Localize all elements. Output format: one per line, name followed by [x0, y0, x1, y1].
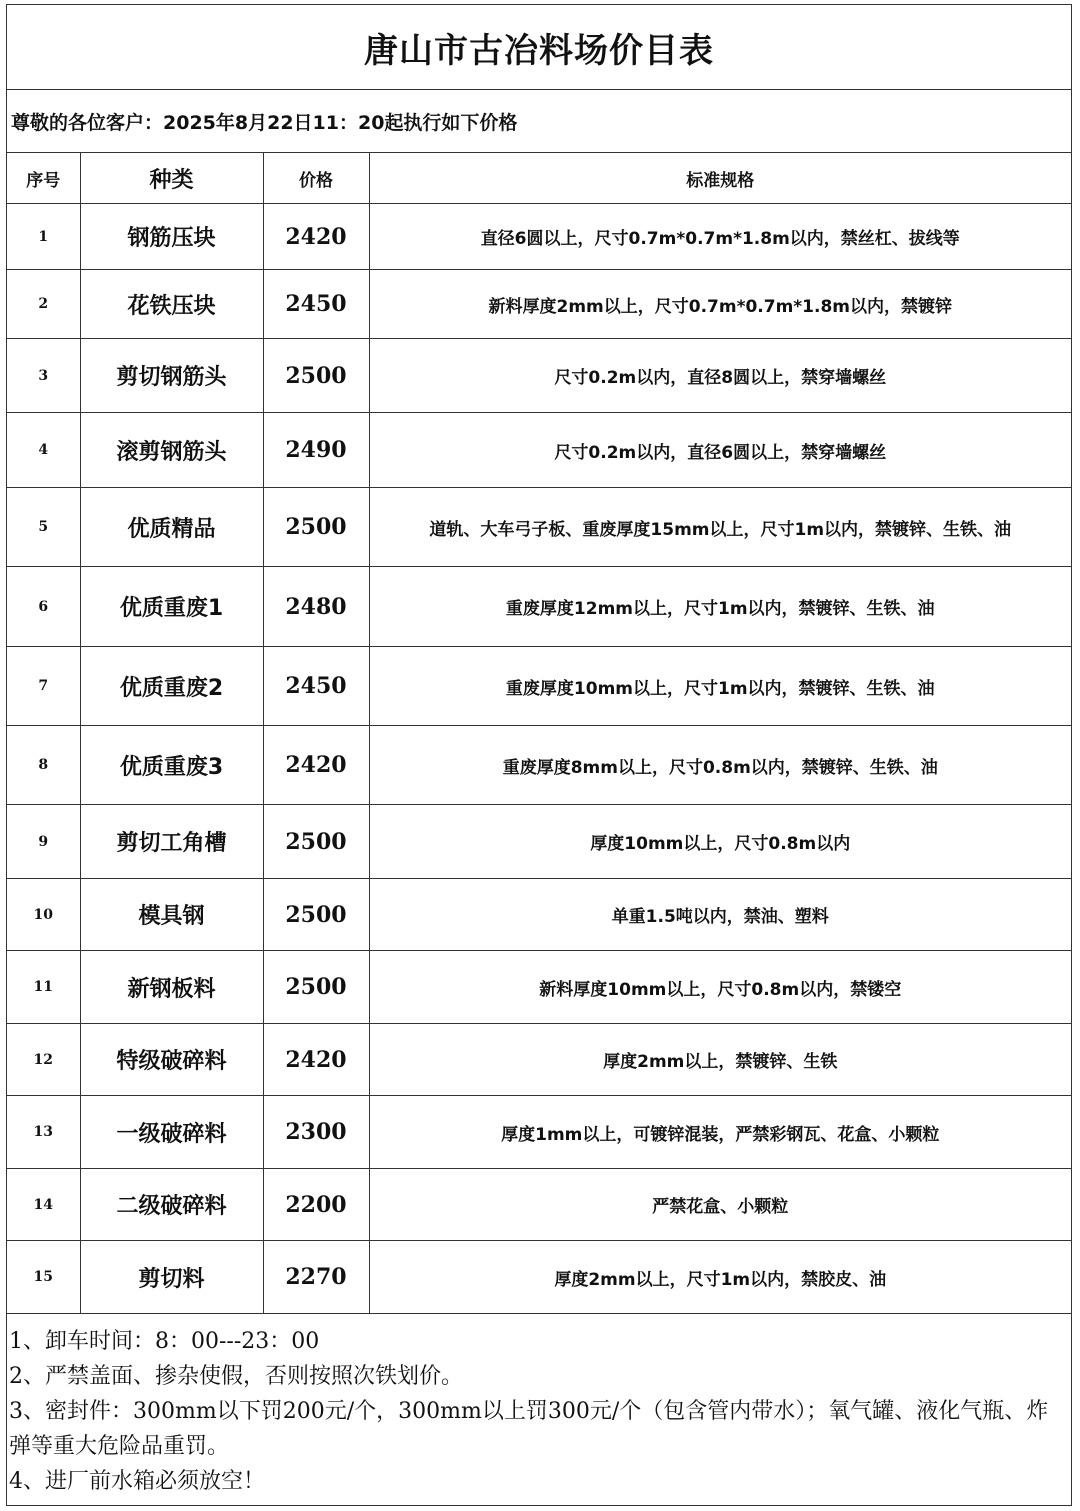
row-spec: 重废厚度8mm以上，尺寸0.8m以内，禁镀锌、生铁、油 — [369, 726, 1071, 805]
table-row — [7, 413, 1071, 488]
row-kind: 一级破碎料 — [80, 1096, 263, 1169]
notes-section — [7, 1310, 1071, 1499]
row-spec: 厚度2mm以上，禁镀锌、生铁 — [369, 1024, 1071, 1096]
row-spec: 尺寸0.2m以内，直径8圆以上，禁穿墙螺丝 — [369, 339, 1071, 413]
row-price: 2200 — [263, 1169, 369, 1241]
table-row — [7, 1241, 1071, 1314]
header-no: 序号 — [7, 153, 80, 204]
row-price: 2300 — [263, 1096, 369, 1169]
row-kind: 钢筋压块 — [80, 204, 263, 270]
row-kind: 新钢板料 — [80, 951, 263, 1024]
table-row — [7, 270, 1071, 339]
row-spec: 尺寸0.2m以内，直径6圆以上，禁穿墙螺丝 — [369, 413, 1071, 488]
table-row — [7, 879, 1071, 951]
header-price: 价格 — [263, 153, 369, 204]
row-kind: 剪切料 — [80, 1241, 263, 1314]
row-price: 2500 — [263, 879, 369, 951]
row-spec: 道轨、大车弓子板、重废厚度15mm以上，尺寸1m以内，禁镀锌、生铁、油 — [369, 488, 1071, 567]
table-row — [7, 647, 1071, 726]
row-price: 2450 — [263, 647, 369, 726]
row-number: 12 — [7, 1024, 80, 1096]
row-spec: 单重1.5吨以内，禁油、塑料 — [369, 879, 1071, 951]
row-spec: 新料厚度10mm以上，尺寸0.8m以内，禁镂空 — [369, 951, 1071, 1024]
row-price: 2450 — [263, 270, 369, 339]
row-number: 5 — [7, 488, 80, 567]
row-price: 2500 — [263, 951, 369, 1024]
row-kind: 优质精品 — [80, 488, 263, 567]
row-price: 2500 — [263, 805, 369, 879]
row-kind: 二级破碎料 — [80, 1169, 263, 1241]
row-number: 14 — [7, 1169, 80, 1241]
note-2: 2、严禁盖面、掺杂使假，否则按照次铁划价。 — [9, 1364, 463, 1389]
table-row — [7, 567, 1071, 647]
table-header-row — [7, 153, 1071, 204]
row-spec: 厚度10mm以上，尺寸0.8m以内 — [369, 805, 1071, 879]
row-price: 2420 — [263, 1024, 369, 1096]
row-number: 9 — [7, 805, 80, 879]
row-number: 10 — [7, 879, 80, 951]
table-row — [7, 726, 1071, 805]
table-row — [7, 339, 1071, 413]
table-row — [7, 488, 1071, 567]
row-price: 2500 — [263, 488, 369, 567]
row-kind: 优质重废2 — [80, 647, 263, 726]
table-row — [7, 1096, 1071, 1169]
table-row — [7, 1024, 1071, 1096]
table-row — [7, 1169, 1071, 1241]
row-price: 2270 — [263, 1241, 369, 1314]
row-price: 2420 — [263, 726, 369, 805]
price-sheet — [6, 4, 1072, 1506]
row-kind: 滚剪钢筋头 — [80, 413, 263, 488]
row-number: 8 — [7, 726, 80, 805]
row-spec: 新料厚度2mm以上，尺寸0.7m*0.7m*1.8m以内，禁镀锌 — [369, 270, 1071, 339]
row-kind: 特级破碎料 — [80, 1024, 263, 1096]
row-price: 2480 — [263, 567, 369, 647]
table-row — [7, 951, 1071, 1024]
row-spec: 严禁花盒、小颗粒 — [369, 1169, 1071, 1241]
row-spec: 重废厚度10mm以上，尺寸1m以内，禁镀锌、生铁、油 — [369, 647, 1071, 726]
row-spec: 厚度1mm以上，可镀锌混装，严禁彩钢瓦、花盒、小颗粒 — [369, 1096, 1071, 1169]
note-4: 4、进厂前水箱必须放空！ — [9, 1469, 265, 1494]
row-number: 11 — [7, 951, 80, 1024]
row-price: 2490 — [263, 413, 369, 488]
row-number: 13 — [7, 1096, 80, 1169]
row-kind: 优质重废1 — [80, 567, 263, 647]
row-number: 2 — [7, 270, 80, 339]
row-spec: 厚度2mm以上，尺寸1m以内，禁胶皮、油 — [369, 1241, 1071, 1314]
row-kind: 优质重废3 — [80, 726, 263, 805]
row-kind: 剪切钢筋头 — [80, 339, 263, 413]
row-number: 6 — [7, 567, 80, 647]
notice-line: 尊敬的各位客户：2025年8月22日11：20起执行如下价格 — [7, 90, 1071, 153]
header-kind: 种类 — [80, 153, 263, 204]
row-kind: 模具钢 — [80, 879, 263, 951]
note-1: 1、卸车时间：8：00---23：00 — [9, 1329, 320, 1354]
header-spec: 标准规格 — [369, 153, 1071, 204]
row-number: 3 — [7, 339, 80, 413]
row-spec: 直径6圆以上，尺寸0.7m*0.7m*1.8m以内，禁丝杠、拔线等 — [369, 204, 1071, 270]
row-number: 15 — [7, 1241, 80, 1314]
row-number: 1 — [7, 204, 80, 270]
table-row — [7, 204, 1071, 270]
table-row — [7, 805, 1071, 879]
page-title: 唐山市古冶料场价目表 — [7, 5, 1071, 90]
row-kind: 花铁压块 — [80, 270, 263, 339]
row-price: 2420 — [263, 204, 369, 270]
row-number: 7 — [7, 647, 80, 726]
note-3: 3、密封件：300mm以下罚200元/个，300mm以上罚300元/个（包含管内带水）；氧气罐、液化气瓶、炸弹等重大危险品重罚。 — [9, 1399, 1049, 1459]
row-kind: 剪切工角槽 — [80, 805, 263, 879]
price-table — [7, 153, 1071, 1314]
row-spec: 重废厚度12mm以上，尺寸1m以内，禁镀锌、生铁、油 — [369, 567, 1071, 647]
row-price: 2500 — [263, 339, 369, 413]
row-number: 4 — [7, 413, 80, 488]
